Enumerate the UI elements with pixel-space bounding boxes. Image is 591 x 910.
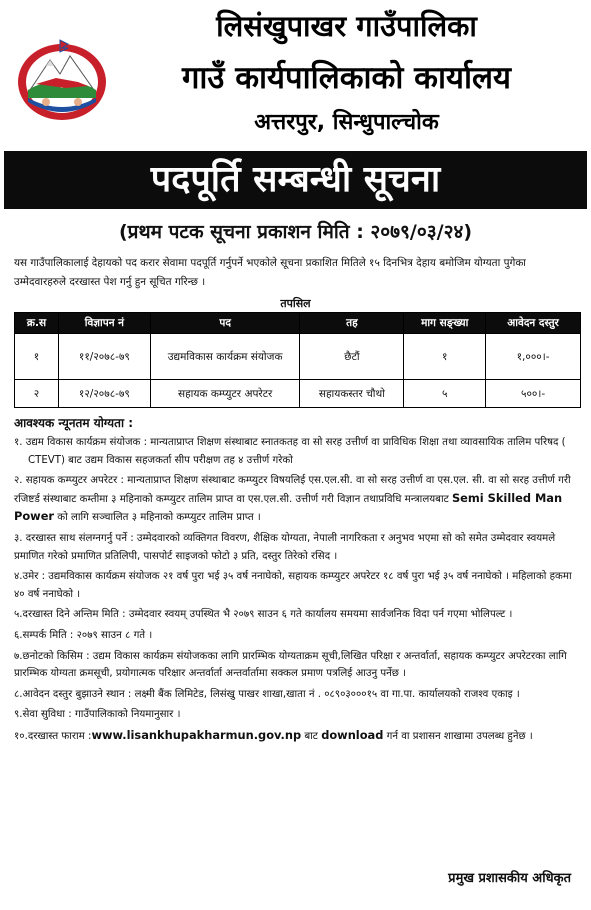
item10-text-b: बाट [301, 730, 322, 742]
qualification-item-7: ७.छनोटको किसिम : उद्यम विकास कार्यक्रम संयोजकका लागि प्रारम्भिक योग्यताक्रम सूची,लिखित परिक्षा र अन्तर्वार्ता, सहायक कम्प्युटर अपरेटरका लागि प्रारम्भिक योग्यता क्रमसूची, प्रयोगात्मक परिक्षार अन्तर्वार्ता अन्तर्वार्तामा सक्कल प्रमाण पत्रलिई आउनु पर्नेछ । [14, 650, 567, 680]
download-word: download [321, 727, 384, 742]
cell-fee: १,०००।- [486, 334, 581, 380]
qualification-item-9: ९.सेवा सुविधा : गाउँपालिकाको नियमानुसार । [14, 709, 181, 721]
qualification-item-5: ५.दरखास्त दिने अन्तिम मिति : उम्मेदवार स्वयम् उपस्थित भै २०७९ साउन ६ गते कार्यालय समयमा सार्वजनिक विदा पर्न गएमा भोलिपल्ट । [14, 609, 513, 621]
col-post: पद [150, 313, 300, 334]
item2-text-b: को लागि सञ्चालित ३ महिनाको कम्प्युटर तालिम प्राप्त । [54, 512, 261, 524]
qualification-item-10 [14, 727, 580, 746]
schedule-label: तपसिल [280, 297, 311, 310]
qualification-item-1: १. उद्यम विकास कार्यक्रम संयोजक : मान्यताप्राप्त शिक्षण संस्थाबाट स्नातकतह वा सो सरह उत्तीर्ण वा प्राविधिक शिक्षा तथा व्यावसायिक तालिम परिषद ( CTEVT) बाट उद्यम विकास सहजकर्ता सीप परीक्षण तह ४ उत्तीर्ण गरेको [14, 437, 566, 466]
item2-bold: Semi Skilled Man Power [14, 490, 563, 524]
signatory-title: प्रमुख प्रशासकीय अधिकृत [448, 871, 571, 886]
nepal-emblem-icon [16, 38, 108, 122]
publication-date: (प्रथम पटक सूचना प्रकाशन मिति : २०७९/०३/२४) [118, 221, 473, 243]
cell-advert-no: ११/२०७८-७९ [58, 334, 150, 380]
vacancy-table [14, 312, 581, 408]
col-level: तह [300, 313, 404, 334]
cell-post: उद्यमविकास कार्यक्रम संयोजक [150, 334, 300, 380]
notice-title: पदपूर्ति सम्बन्धी सूचना [4, 151, 587, 209]
cell-post: सहायक कम्प्युटर अपरेटर [150, 380, 300, 408]
cell-level: छैटौं [300, 334, 404, 380]
qualifications-title: आवश्यक न्यूनतम योग्यता : [14, 416, 134, 430]
cell-fee: ५००।- [486, 380, 581, 408]
cell-demand: ५ [404, 380, 486, 408]
table-row [15, 380, 581, 408]
cell-serial: २ [15, 380, 59, 408]
office-name: गाउँ कार्यपालिकाको कार्यालय [181, 60, 512, 96]
cell-level: सहायकस्तर चौथो [300, 380, 404, 408]
website-link: www.lisankhupakharmun.gov.np [91, 727, 302, 742]
cell-serial: १ [15, 334, 59, 380]
office-address: अत्तरपुर, सिन्धुपाल्चोक [254, 110, 439, 135]
qualification-item-8: ८.आवेदन दस्तुर बुझाउने स्थान : लक्ष्मी बैंक लिमिटेड, लिसंखु पाखर शाखा,खाता नं . ०८९०३०००१५ वा गा.पा. कार्यालयको राजश्व एकाइ । [14, 688, 520, 700]
qualification-item-6: ६.सम्पर्क मिति : २०७९ साउन ८ गते । [14, 629, 153, 641]
col-advert-no: विज्ञापन नं [58, 313, 150, 334]
intro-paragraph: यस गाउँपालिकालाई देहायको पद करार सेवामा पदपूर्ति गर्नुपर्ने भएकोले सूचना प्रकाशित मितिले १५ दिनभित्र देहाय बमोजिम योग्यता पुगेका उम्मेदवारहरुले दरखास्त पेश गर्नु हुन सूचित गरिन्छ । [14, 257, 526, 288]
col-serial: क्र.स [15, 313, 59, 334]
qualification-item-3: ३. दरखास्त साथ संलग्नगर्नु पर्ने : उम्मेदवारको व्यक्तिगत विवरण, शैक्षिक योग्यता, नेपाली नागरिकता र अनुभव भएमा सो को समेत उम्मेदवार स्वयमले प्रमाणित गरेको प्रमाणित प्रतिलिपी, पासपोर्ट साइजको फोटो ३ प्रति, दस्तुर तिरेको रसिद । [14, 532, 556, 562]
col-fee: आवेदन दस्तुर [486, 313, 581, 334]
qualification-item-4: ४.उमेर : उद्यमविकास कार्यक्रम संयोजक २१ वर्ष पुरा भई ३५ वर्ष ननाघेको, सहायक कम्प्युटर अपरेटर १८ वर्ष पुरा भई ३५ वर्ष ननाघेको । महिलाको हकमा ४० वर्ष ननाघेको । [14, 571, 572, 600]
item10-text-a: १०.दरखास्त फाराम : [14, 730, 92, 742]
item2-text-a: २. सहायक कम्प्युटर अपरेटर : मान्यताप्राप्त शिक्षण संस्थाबाट कम्प्युटर विषयलिई एस.एल.सी. वा सो सरह उत्तीर्ण वा एस.एल. सी. वा सो सरह उत्तीर्ण गरी रजिष्टर्ड संस्थाबाट कम्तीमा ३ महिनाको कम्प्युटर तालिम प्राप्त वा एस.एल.सी. उत्तीर्ण गरी विज्ञान तथाप्रविधि मन्त्रालयबाट [14, 475, 571, 505]
cell-demand: १ [404, 334, 486, 380]
qualifications-section [14, 414, 580, 749]
municipality-name: लिसंखुपाखर गाउँपालिका [216, 9, 477, 43]
cell-advert-no: १२/२०७८-७९ [58, 380, 150, 408]
qualification-item-2 [14, 472, 580, 527]
letterhead [0, 0, 591, 150]
item10-text-c: गर्न वा प्रशासन शाखामा उपलब्ध हुनेछ । [383, 730, 533, 742]
table-row [15, 334, 581, 380]
table-header-row [15, 313, 581, 334]
col-demand: माग सङ्ख्या [404, 313, 486, 334]
